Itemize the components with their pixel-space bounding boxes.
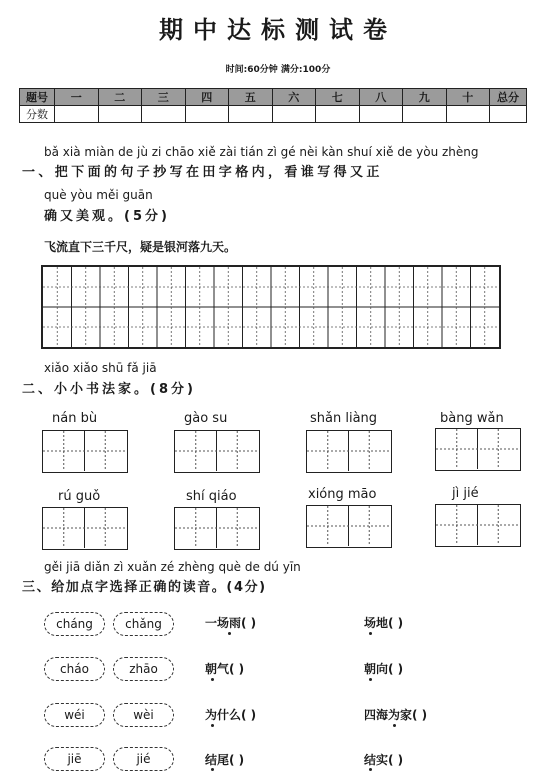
score-cell[interactable]	[403, 106, 447, 123]
score-row-label: 分数	[20, 106, 55, 123]
word-pinyin: xióng māo	[308, 487, 377, 502]
tianzige-lines	[43, 508, 126, 548]
score-cell[interactable]	[359, 106, 403, 123]
score-table-header-cell: 七	[316, 89, 360, 106]
reading-word: 场地( )	[364, 616, 404, 630]
tianzige-lines	[436, 505, 519, 545]
page-title: 期中达标测试卷	[159, 15, 397, 44]
score-table-header-cell: 五	[229, 89, 273, 106]
score-cell[interactable]	[98, 106, 142, 123]
q3-pinyin: gěi jiā diǎn zì xuǎn zé zhèng què de dú yīn	[44, 560, 301, 574]
q3-heading: 三、给加点字选择正确的读音。(4分)	[22, 580, 267, 595]
word-pinyin: bàng wǎn	[440, 411, 504, 426]
word-pinyin: nán bù	[52, 411, 98, 426]
exam-meta: 时间:60分钟 满分:100分	[225, 65, 331, 75]
score-table-header-cell: 三	[142, 89, 186, 106]
q1-pinyin-line1: bǎ xià miàn de jù zi chāo xiě zài tián zì gé nèi kàn shuí xiě de yòu zhèng	[44, 145, 479, 159]
pinyin-option-oval[interactable]: zhāo	[113, 657, 174, 681]
reading-word: 结尾( )	[205, 753, 245, 767]
pinyin-option-oval[interactable]: chǎng	[113, 612, 174, 636]
reading-word: 结实( )	[364, 753, 404, 767]
q1-heading-line2: 确又美观。(5分)	[44, 209, 170, 224]
pinyin-option-oval[interactable]: cháng	[44, 612, 105, 636]
score-table-header-row	[20, 89, 527, 106]
score-table-header-cell: 八	[359, 89, 403, 106]
reading-word: 四海为家( )	[364, 708, 428, 722]
score-cell[interactable]	[490, 106, 527, 123]
word-pinyin: shí qiáo	[186, 489, 237, 504]
reading-word: 为什么( )	[205, 708, 257, 722]
emphasis-dot	[369, 678, 372, 681]
tianzige-lines	[43, 431, 126, 471]
emphasis-dot	[211, 678, 214, 681]
emphasis-dot	[369, 768, 372, 771]
emphasis-dot	[228, 632, 231, 635]
score-cell[interactable]	[185, 106, 229, 123]
q1-pinyin-line2: què yòu měi guān	[44, 188, 153, 202]
pinyin-option-oval[interactable]: jiē	[44, 747, 105, 771]
reading-word: 一场雨( )	[205, 616, 257, 630]
tianzige-box[interactable]	[174, 430, 260, 473]
emphasis-dot	[211, 724, 214, 727]
copy-writing-grid[interactable]	[41, 265, 501, 349]
score-table-header-cell: 六	[272, 89, 316, 106]
score-cell[interactable]	[316, 106, 360, 123]
score-table-header-cell: 四	[185, 89, 229, 106]
emphasis-dot	[211, 768, 214, 771]
q2-heading: 二、小小书法家。(8分)	[22, 382, 196, 397]
score-table-header-cell: 九	[403, 89, 447, 106]
tianzige-box[interactable]	[435, 504, 521, 547]
emphasis-dot	[369, 632, 372, 635]
tianzige-box[interactable]	[42, 430, 128, 473]
tianzige-lines	[307, 431, 390, 471]
word-pinyin: jì jié	[452, 486, 479, 501]
tianzige-box[interactable]	[174, 507, 260, 550]
score-table-score-row	[20, 106, 527, 123]
pinyin-option-oval[interactable]: cháo	[44, 657, 105, 681]
q2-pinyin: xiǎo xiǎo shū fǎ jiā	[44, 361, 157, 375]
word-pinyin: gào su	[184, 411, 228, 426]
score-table-header-cell: 二	[98, 89, 142, 106]
q1-heading-line1: 一、把下面的句子抄写在田字格内，看谁写得又正	[22, 165, 383, 180]
score-table-header-cell: 题号	[20, 89, 55, 106]
score-cell[interactable]	[446, 106, 490, 123]
score-table-header-cell: 十	[446, 89, 490, 106]
tianzige-box[interactable]	[306, 505, 392, 548]
tianzige-lines	[307, 506, 390, 546]
score-table	[19, 88, 527, 123]
tianzige-lines	[175, 431, 258, 471]
score-table-header-cell: 总分	[490, 89, 527, 106]
tianzige-lines	[175, 508, 258, 548]
score-cell[interactable]	[272, 106, 316, 123]
tianzige-lines	[436, 429, 519, 469]
pinyin-option-oval[interactable]: wéi	[44, 703, 105, 727]
word-pinyin: shǎn liàng	[310, 411, 378, 426]
score-cell[interactable]	[142, 106, 186, 123]
reading-word: 朝向( )	[364, 662, 404, 676]
score-cell[interactable]	[55, 106, 99, 123]
score-table-header-cell: 一	[55, 89, 99, 106]
pinyin-option-oval[interactable]: jié	[113, 747, 174, 771]
pinyin-option-oval[interactable]: wèi	[113, 703, 174, 727]
q1-poem-line: 飞流直下三千尺，疑是银河落九天。	[44, 240, 237, 254]
tianzige-grid-lines	[43, 267, 499, 347]
score-cell[interactable]	[229, 106, 273, 123]
tianzige-box[interactable]	[306, 430, 392, 473]
word-pinyin: rú guǒ	[58, 489, 101, 504]
tianzige-box[interactable]	[42, 507, 128, 550]
emphasis-dot	[393, 724, 396, 727]
tianzige-box[interactable]	[435, 428, 521, 471]
reading-word: 朝气( )	[205, 662, 245, 676]
